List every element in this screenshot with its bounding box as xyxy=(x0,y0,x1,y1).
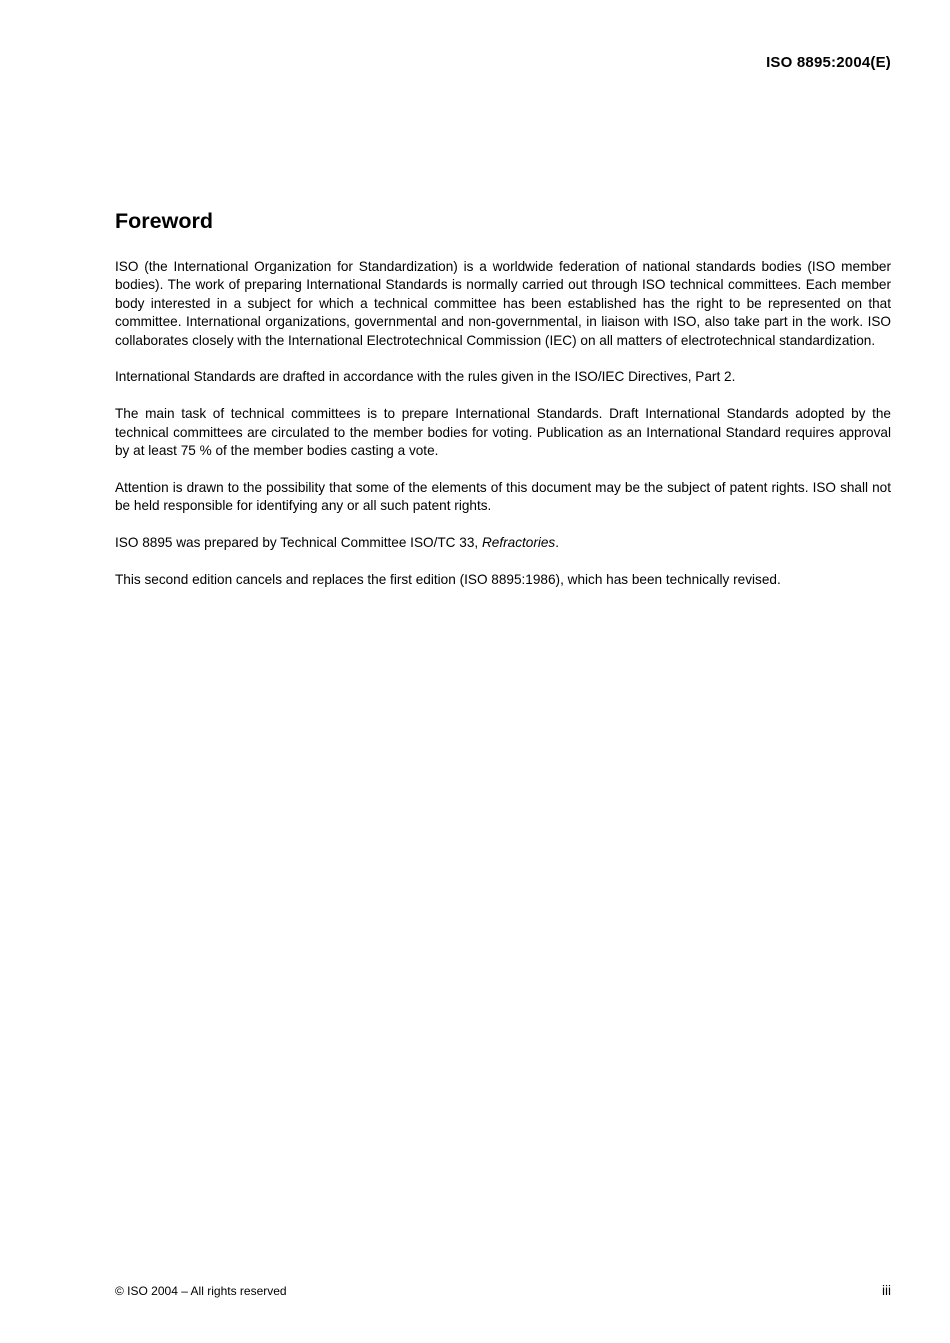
copyright-notice: © ISO 2004 – All rights reserved xyxy=(115,1284,287,1298)
foreword-paragraph-main-task: The main task of technical committees is to prepare International Standards. Draft International Standards adopted by the technical committees are circulated to the member bodies for voting. Publication as an International Standard requires approval by at least 75 % of the member bodies casting a vote. xyxy=(115,406,891,459)
foreword-paragraph-patent-rights: Attention is drawn to the possibility that some of the elements of this document may be the subject of patent rights. ISO shall not be held responsible for identifying any or all such patent rights. xyxy=(115,479,891,514)
committee-name-italic: Refractories xyxy=(481,535,556,551)
prepared-by-suffix: . xyxy=(555,535,560,551)
document-reference: ISO 8895:2004(E) xyxy=(766,54,891,71)
foreword-paragraph-iso-federation: ISO (the International Organization for Standardization) is a worldwide federation of national standards bodies (ISO member bodies). The work of preparing International Standards is normally carried out through ISO technical committees. Each member body interested in a subject for which a technical committee has been established has the right to be represented on that committee. International organizations, governmental and non-governmental, in liaison with ISO, also take part in the work. ISO collaborates closely with the International Electrotechnical Commission (IEC) on all matters of electrotechnical standardization. xyxy=(115,259,891,348)
page-footer xyxy=(115,1283,891,1298)
prepared-by-prefix: ISO 8895 was prepared by Technical Committee ISO/TC 33, xyxy=(115,535,482,551)
foreword-paragraph-edition-note: This second edition cancels and replaces the first edition (ISO 8895:1986), which has been technically revised. xyxy=(115,571,781,587)
page-title: Foreword xyxy=(115,209,213,233)
foreword-body xyxy=(115,258,891,608)
page-header xyxy=(115,54,891,71)
foreword-paragraph-prepared-by xyxy=(115,534,891,552)
foreword-paragraph-directives: International Standards are drafted in accordance with the rules given in the ISO/IEC Directives, Part 2. xyxy=(115,369,736,385)
page-number: iii xyxy=(882,1283,891,1298)
